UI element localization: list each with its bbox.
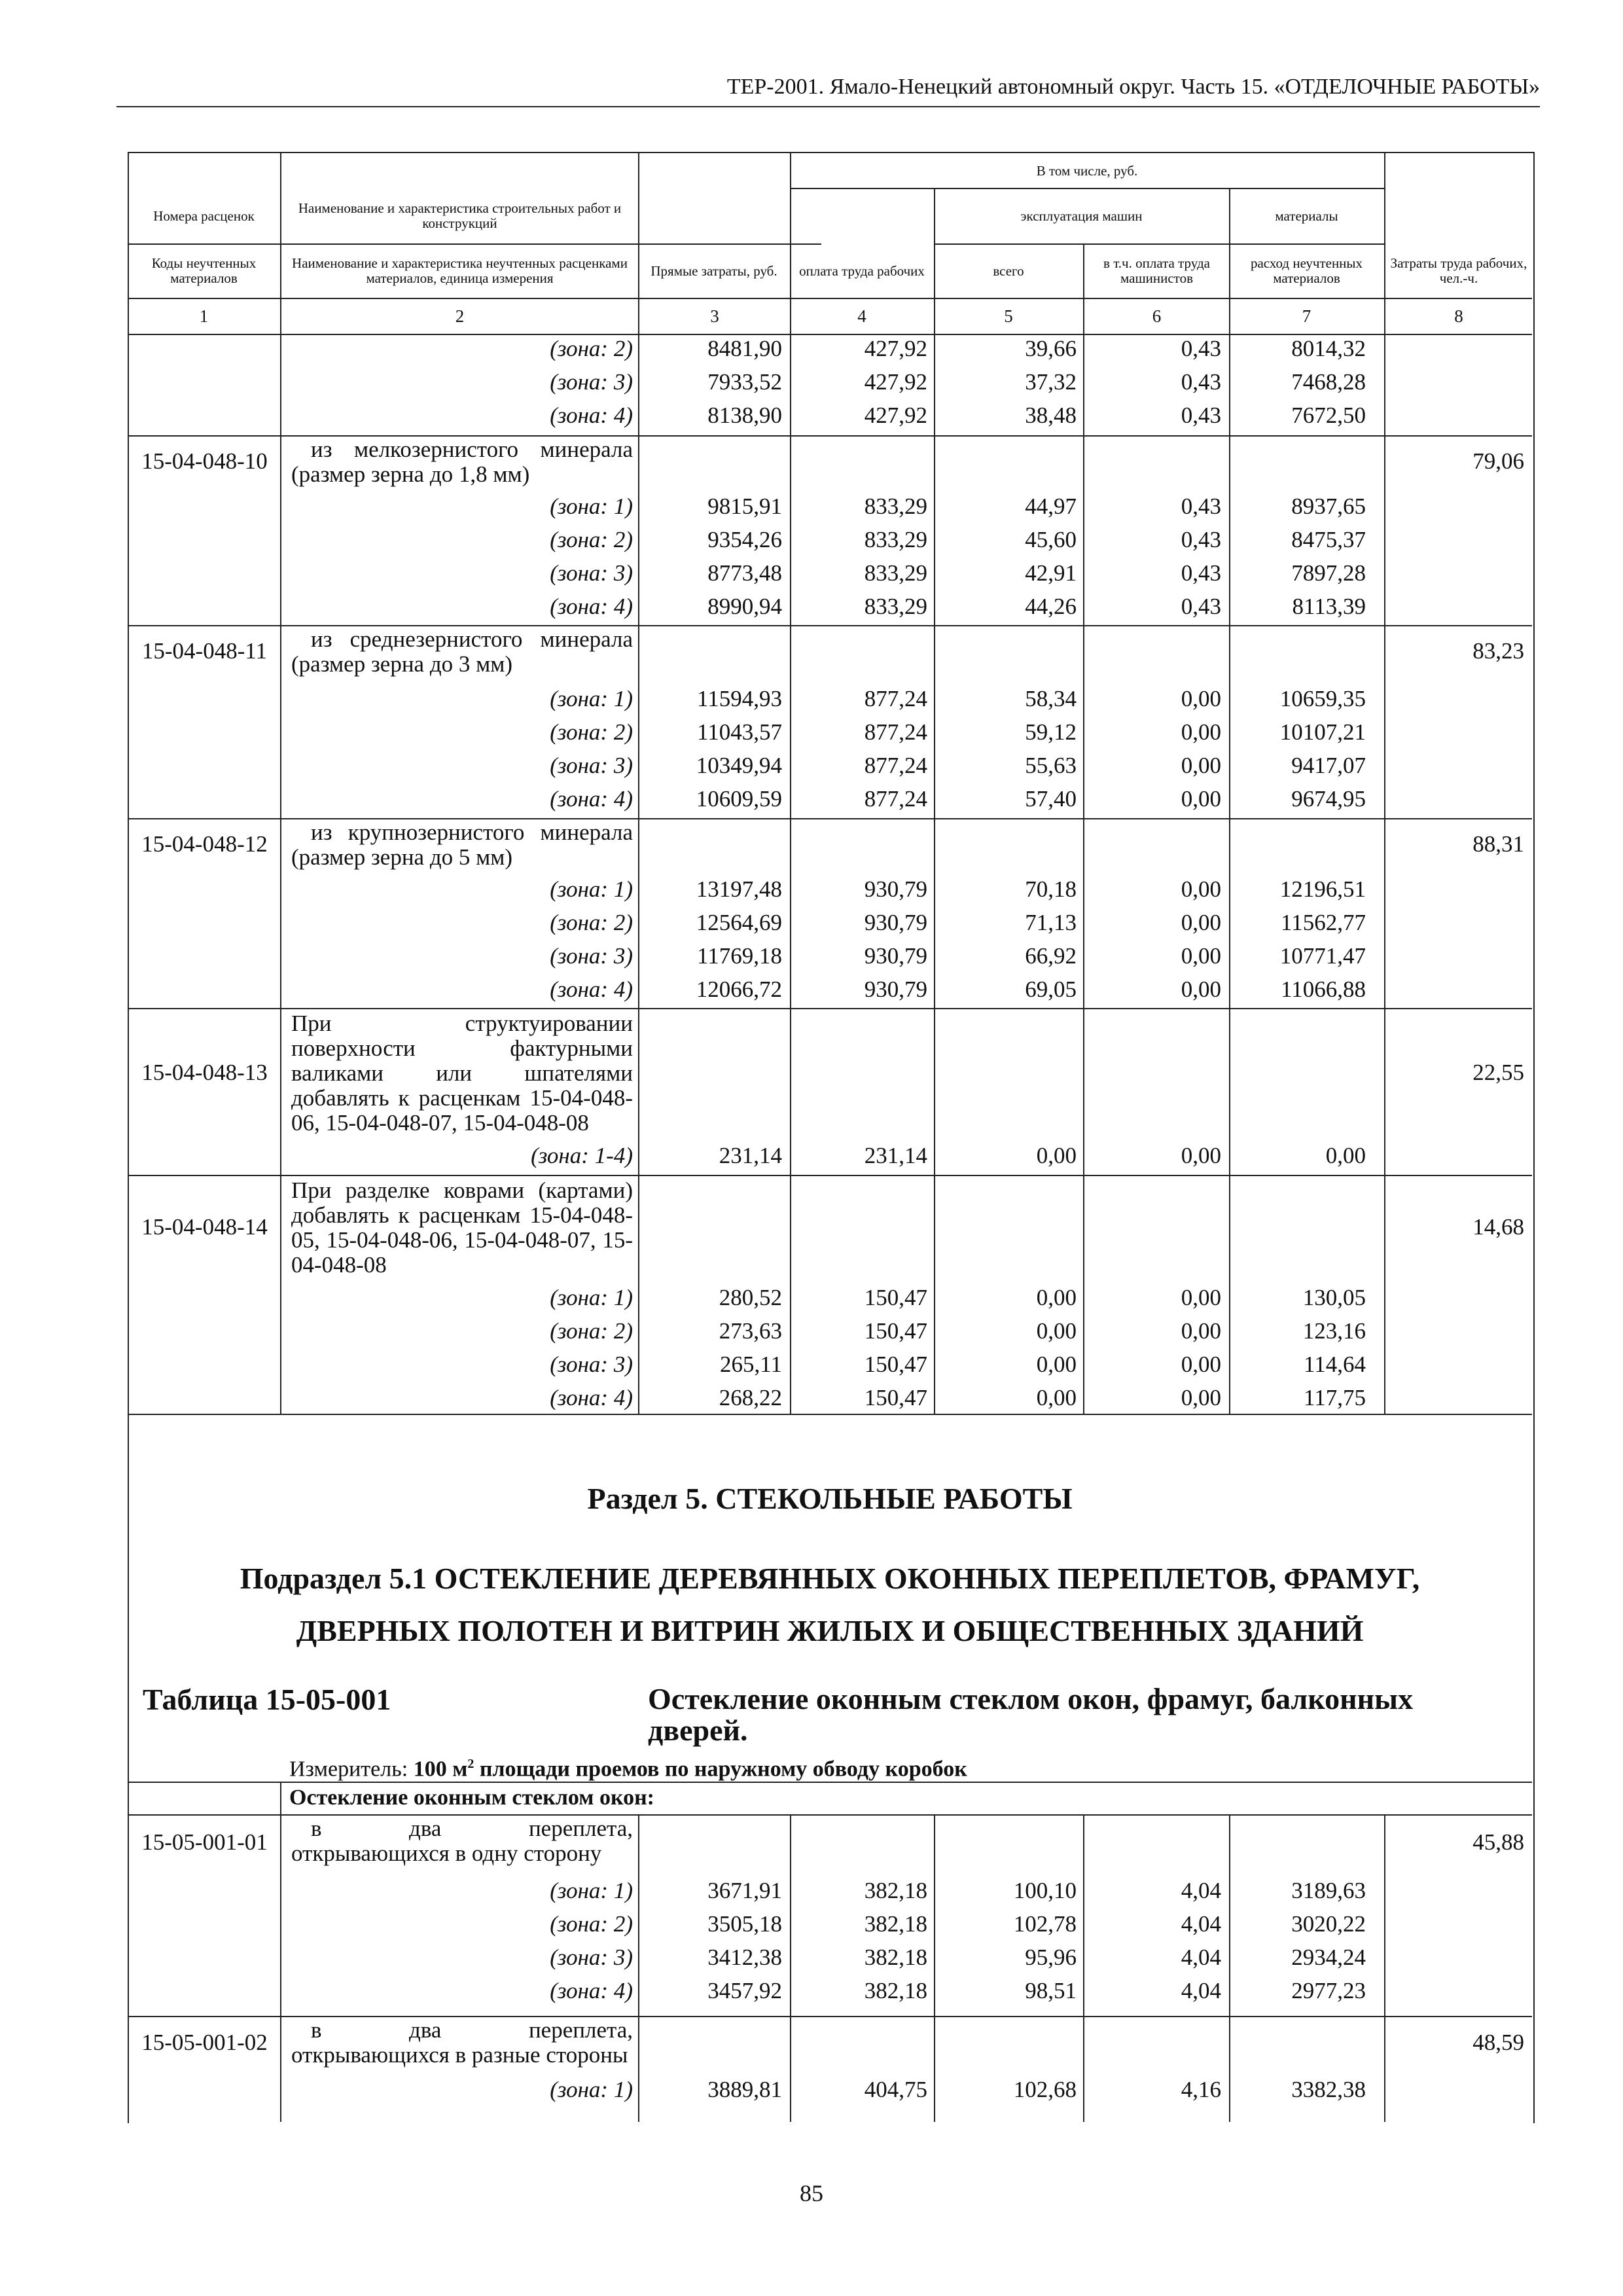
direct-costs: 280,52 (719, 1285, 782, 1310)
machines-total: 0,00 (1036, 1352, 1077, 1377)
labor-pay: 382,18 (864, 1878, 927, 1903)
machines-total: 102,68 (1013, 2077, 1077, 2102)
rate-code: 15-04-048-14 (141, 1214, 268, 1240)
running-header: ТЕР-2001. Ямало-Ненецкий автономный округ. Часть 15. «ОТДЕЛОЧНЫЕ РАБОТЫ» (116, 71, 1540, 107)
machines-total: 44,26 (1025, 594, 1077, 619)
materials-cost: 114,64 (1304, 1352, 1366, 1377)
direct-costs: 12564,69 (696, 910, 782, 935)
operators-pay: 0,43 (1181, 594, 1221, 619)
zone-label: (зона: 1) (550, 1878, 633, 1903)
operators-pay: 0,43 (1181, 403, 1221, 428)
direct-costs: 3505,18 (707, 1911, 782, 1937)
operators-pay: 0,00 (1181, 719, 1221, 745)
operators-pay: 4,04 (1181, 1945, 1221, 1970)
machines-total: 37,32 (1025, 369, 1077, 395)
header-number: 5 (1004, 306, 1013, 326)
zone-label: (зона: 2) (550, 1911, 633, 1937)
machines-total: 58,34 (1025, 686, 1077, 711)
direct-costs: 8138,90 (707, 403, 782, 428)
labor-hours: 83,23 (1472, 638, 1524, 664)
materials-cost: 12196,51 (1279, 876, 1366, 902)
zone-label: (зона: 2) (550, 1318, 633, 1344)
operators-pay: 0,43 (1181, 560, 1221, 586)
header-col1-bottom: Коды неучтенных материалов (151, 255, 257, 286)
direct-costs: 8990,94 (707, 594, 782, 619)
operators-pay: 0,00 (1181, 786, 1221, 812)
direct-costs: 3671,91 (707, 1878, 782, 1903)
operators-pay: 4,04 (1181, 1978, 1221, 2003)
materials-cost: 10771,47 (1279, 943, 1366, 969)
zone-label: (зона: 3) (550, 753, 633, 778)
direct-costs: 10609,59 (696, 786, 782, 812)
header-group-including: В том числе, руб. (1036, 162, 1138, 179)
rate-description: При разделке коврами (картами) добавлять к расценкам 15-04-048-05, 15-04-048-06, 15-04-048-07, 15-04-048-08 (291, 1177, 633, 1278)
labor-hours: 45,88 (1472, 1829, 1524, 1855)
materials-cost: 130,05 (1302, 1285, 1366, 1310)
header-group-machines: эксплуатация машин (1020, 207, 1143, 224)
subsection-title-line2: ДВЕРНЫХ ПОЛОТЕН И ВИТРИН ЖИЛЫХ И ОБЩЕСТВЕННЫХ ЗДАНИЙ (296, 1614, 1364, 1647)
machines-total: 100,10 (1013, 1878, 1077, 1903)
labor-pay: 930,79 (864, 910, 927, 935)
labor-hours: 14,68 (1472, 1214, 1524, 1240)
zone-label: (зона: 3) (550, 943, 633, 969)
labor-pay: 833,29 (864, 560, 927, 586)
header-number: 4 (857, 306, 866, 326)
header-group-materials: материалы (1275, 207, 1338, 224)
zone-label: (зона: 4) (550, 594, 633, 619)
direct-costs: 268,22 (719, 1385, 782, 1410)
measure-sup: 2 (467, 1757, 474, 1771)
machines-total: 102,78 (1013, 1911, 1077, 1937)
page-number: 85 (800, 2180, 823, 2206)
labor-pay: 382,18 (864, 1911, 927, 1937)
labor-pay: 833,29 (864, 527, 927, 552)
machines-total: 66,92 (1025, 943, 1077, 969)
direct-costs: 8773,48 (707, 560, 782, 586)
direct-costs: 3457,92 (707, 1978, 782, 2003)
labor-pay: 382,18 (864, 1978, 927, 2003)
measure-prefix: Измеритель: (289, 1757, 414, 1782)
machines-total: 0,00 (1036, 1385, 1077, 1410)
rate-description: из среднезернистого минерала (размер зерна до 3 мм) (291, 626, 633, 677)
materials-cost: 10107,21 (1279, 719, 1366, 745)
machines-total: 71,13 (1025, 910, 1077, 935)
zone-label: (зона: 1) (550, 493, 633, 519)
zone-label: (зона: 3) (550, 1945, 633, 1970)
labor-hours: 22,55 (1472, 1060, 1524, 1085)
header-col3: Прямые затраты, руб. (651, 262, 777, 279)
materials-cost: 11066,88 (1281, 977, 1366, 1002)
direct-costs: 7933,52 (707, 369, 782, 395)
materials-cost: 123,16 (1302, 1318, 1366, 1344)
header-number: 2 (455, 306, 465, 326)
zone-label: (зона: 1) (550, 2077, 633, 2102)
operators-pay: 0,43 (1181, 493, 1221, 519)
group-label: Остекление оконным стеклом окон: (289, 1785, 654, 1810)
direct-costs: 10349,94 (696, 753, 782, 778)
header-number: 3 (710, 306, 719, 326)
header-col2-bottom: Наименование и характеристика неучтенных расценками материалов, единица измерения (292, 255, 628, 286)
zone-label: (зона: 4) (550, 977, 633, 1002)
rate-description: в два переплета, открывающихся в разные стороны (291, 2017, 633, 2068)
machines-total: 95,96 (1025, 1945, 1077, 1970)
operators-pay: 0,00 (1181, 943, 1221, 969)
header-number: 6 (1152, 306, 1162, 326)
labor-pay: 427,92 (864, 403, 927, 428)
zone-label: (зона: 2) (550, 910, 633, 935)
machines-total: 55,63 (1025, 753, 1077, 778)
zone-label: (зона: 2) (550, 527, 633, 552)
machines-total: 0,00 (1036, 1318, 1077, 1344)
labor-pay: 150,47 (864, 1385, 927, 1410)
section-title: Раздел 5. СТЕКОЛЬНЫЕ РАБОТЫ (587, 1482, 1073, 1515)
direct-costs: 12066,72 (696, 977, 782, 1002)
direct-costs: 13197,48 (696, 876, 782, 902)
machines-total: 39,66 (1025, 336, 1077, 361)
zone-label: (зона: 4) (550, 786, 633, 812)
materials-cost: 3020,22 (1291, 1911, 1366, 1937)
machines-total: 45,60 (1025, 527, 1077, 552)
zone-label: (зона: 3) (550, 560, 633, 586)
labor-pay: 150,47 (864, 1352, 927, 1377)
labor-pay: 833,29 (864, 493, 927, 519)
zone-label: (зона: 1-4) (531, 1143, 633, 1168)
labor-pay: 930,79 (864, 876, 927, 902)
machines-total: 0,00 (1036, 1285, 1077, 1310)
header-divider-machines (934, 243, 1384, 245)
machines-total: 0,00 (1036, 1143, 1077, 1168)
materials-cost: 7897,28 (1291, 560, 1366, 586)
labor-hours: 79,06 (1472, 448, 1524, 474)
measure-value: 100 м (413, 1757, 468, 1782)
zone-label: (зона: 1) (550, 876, 633, 902)
materials-cost: 0,00 (1325, 1143, 1366, 1168)
operators-pay: 0,00 (1181, 753, 1221, 778)
machines-total: 69,05 (1025, 977, 1077, 1002)
materials-cost: 7672,50 (1291, 403, 1366, 428)
header-number: 8 (1454, 306, 1463, 326)
labor-pay: 382,18 (864, 1945, 927, 1970)
direct-costs: 265,11 (720, 1352, 782, 1377)
operators-pay: 0,43 (1181, 527, 1221, 552)
operators-pay: 0,00 (1181, 977, 1221, 1002)
zone-label: (зона: 2) (550, 719, 633, 745)
header-col4: оплата труда рабочих (799, 262, 925, 279)
labor-pay: 930,79 (864, 977, 927, 1002)
labor-pay: 427,92 (864, 336, 927, 361)
materials-cost: 7468,28 (1291, 369, 1366, 395)
machines-total: 42,91 (1025, 560, 1077, 586)
machines-total: 57,40 (1025, 786, 1077, 812)
operators-pay: 0,00 (1181, 1385, 1221, 1410)
rate-description: из крупнозернистого минерала (размер зерна до 5 мм) (291, 819, 633, 870)
header-divider-left (128, 243, 821, 245)
measure-rest: площади проемов по наружному обводу коробок (474, 1757, 967, 1782)
operators-pay: 0,00 (1181, 1285, 1221, 1310)
materials-cost: 8937,65 (1291, 493, 1366, 519)
table-name: Остекление оконным стеклом окон, фрамуг, балконных дверей. (648, 1682, 1414, 1747)
labor-pay: 427,92 (864, 369, 927, 395)
header-number: 7 (1302, 306, 1311, 326)
materials-cost: 9674,95 (1291, 786, 1366, 812)
materials-cost: 2934,24 (1291, 1945, 1366, 1970)
direct-costs: 273,63 (719, 1318, 782, 1344)
labor-pay: 404,75 (864, 2077, 927, 2102)
operators-pay: 0,00 (1181, 1318, 1221, 1344)
header-col5: всего (993, 262, 1024, 279)
zone-label: (зона: 3) (550, 1352, 633, 1377)
operators-pay: 0,00 (1181, 686, 1221, 711)
direct-costs: 231,14 (719, 1143, 782, 1168)
rate-code: 15-04-048-13 (141, 1060, 268, 1085)
machines-total: 98,51 (1025, 1978, 1077, 2003)
zone-label: (зона: 4) (550, 1385, 633, 1410)
operators-pay: 4,16 (1181, 2077, 1221, 2102)
machines-total: 70,18 (1025, 876, 1077, 902)
zone-label: (зона: 4) (550, 1978, 633, 2003)
direct-costs: 9354,26 (707, 527, 782, 552)
rate-description: в два переплета, открывающихся в одну сторону (291, 1816, 633, 1866)
machines-total: 59,12 (1025, 719, 1077, 745)
header-col2-top: Наименование и характеристика строительных работ и конструкций (298, 200, 622, 231)
header-col7: расход неучтенных материалов (1250, 255, 1363, 286)
direct-costs: 8481,90 (707, 336, 782, 361)
direct-costs: 11769,18 (697, 943, 782, 969)
direct-costs: 9815,91 (707, 493, 782, 519)
labor-pay: 231,14 (864, 1143, 927, 1168)
direct-costs: 3412,38 (707, 1945, 782, 1970)
rate-code: 15-05-001-01 (141, 1829, 268, 1855)
materials-cost: 3189,63 (1291, 1878, 1366, 1903)
materials-cost: 8475,37 (1291, 527, 1366, 552)
labor-hours: 88,31 (1472, 831, 1524, 857)
rate-code: 15-04-048-11 (141, 638, 268, 664)
materials-cost: 2977,23 (1291, 1978, 1366, 2003)
operators-pay: 4,04 (1181, 1878, 1221, 1903)
labor-pay: 877,24 (864, 719, 927, 745)
machines-total: 44,97 (1025, 493, 1077, 519)
labor-hours: 48,59 (1472, 2030, 1524, 2055)
zone-label: (зона: 1) (550, 686, 633, 711)
rate-description: из мелкозернистого минерала (размер зерна до 1,8 мм) (291, 437, 633, 487)
materials-cost: 10659,35 (1279, 686, 1366, 711)
zone-label: (зона: 3) (550, 369, 633, 395)
zone-label: (зона: 4) (550, 403, 633, 428)
labor-pay: 150,47 (864, 1318, 927, 1344)
direct-costs: 11043,57 (697, 719, 782, 745)
header-col1-top: Номера расценок (153, 207, 255, 224)
labor-pay: 877,24 (864, 753, 927, 778)
header-col8: Затраты труда рабочих, чел.-ч. (1390, 255, 1527, 286)
zone-label: (зона: 1) (550, 1285, 633, 1310)
subsection-title-line1: Подраздел 5.1 ОСТЕКЛЕНИЕ ДЕРЕВЯННЫХ ОКОННЫХ ПЕРЕПЛЕТОВ, ФРАМУГ, (240, 1562, 1420, 1595)
operators-pay: 0,00 (1181, 876, 1221, 902)
operators-pay: 0,00 (1181, 910, 1221, 935)
zone-label: (зона: 2) (550, 336, 633, 361)
operators-pay: 0,00 (1181, 1352, 1221, 1377)
rate-description: При структуировании поверхности фактурными валиками или шпателями добавлять к расценкам 15-04-048-06, 15-04-048-07, 15-04-048-08 (291, 1011, 633, 1136)
rate-code: 15-04-048-12 (141, 831, 268, 857)
operators-pay: 0,43 (1181, 336, 1221, 361)
labor-pay: 877,24 (864, 786, 927, 812)
operators-pay: 0,43 (1181, 369, 1221, 395)
materials-cost: 117,75 (1304, 1385, 1366, 1410)
header-number: 1 (199, 306, 209, 326)
header-divider-group (790, 188, 1384, 189)
labor-pay: 930,79 (864, 943, 927, 969)
labor-pay: 150,47 (864, 1285, 927, 1310)
materials-cost: 11562,77 (1281, 910, 1366, 935)
materials-cost: 8014,32 (1291, 336, 1366, 361)
direct-costs: 3889,81 (707, 2077, 782, 2102)
direct-costs: 11594,93 (697, 686, 782, 711)
materials-cost: 3382,38 (1291, 2077, 1366, 2102)
table-id: Таблица 15-05-001 (143, 1683, 391, 1716)
header-col6: в т.ч. оплата труда машинистов (1103, 255, 1210, 286)
machines-total: 38,48 (1025, 403, 1077, 428)
rate-code: 15-04-048-10 (141, 448, 268, 474)
measure-unit (289, 1749, 1467, 1784)
rate-code: 15-05-001-02 (141, 2030, 268, 2055)
operators-pay: 0,00 (1181, 1143, 1221, 1168)
labor-pay: 877,24 (864, 686, 927, 711)
labor-pay: 833,29 (864, 594, 927, 619)
materials-cost: 9417,07 (1291, 753, 1366, 778)
materials-cost: 8113,39 (1292, 594, 1366, 619)
operators-pay: 4,04 (1181, 1911, 1221, 1937)
